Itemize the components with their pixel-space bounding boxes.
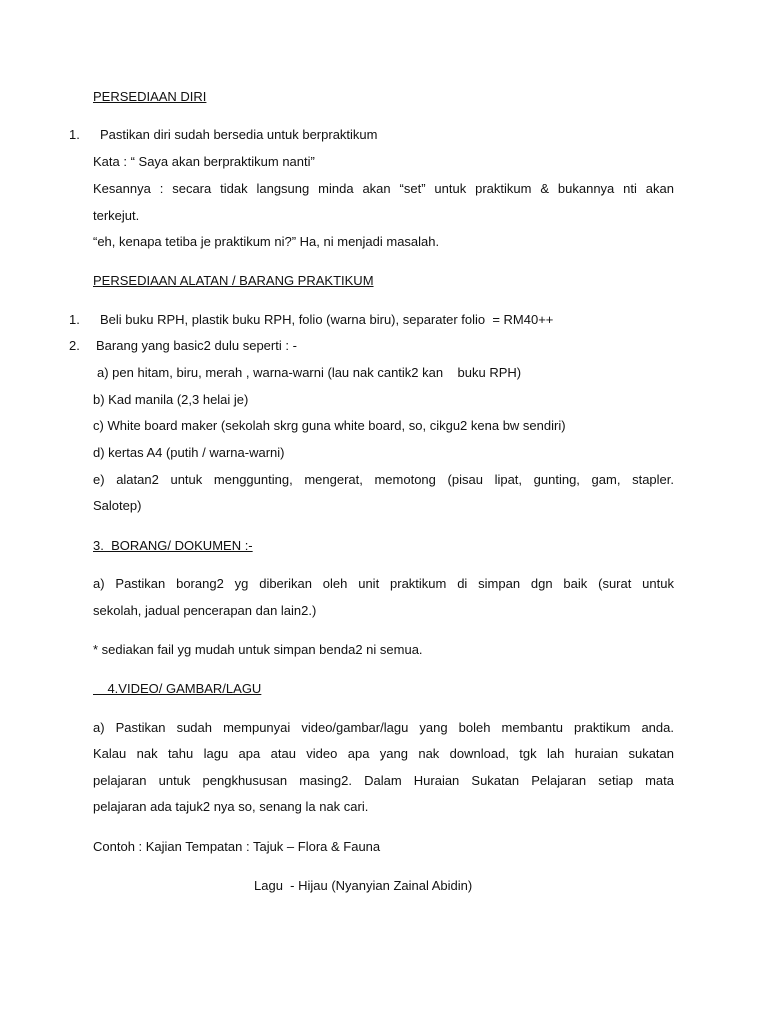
paragraph-line: Kata : “ Saya akan berpraktikum nanti” xyxy=(93,154,315,169)
heading-borang-dokumen: 3. BORANG/ DOKUMEN :- xyxy=(93,538,253,553)
paragraph-line: terkejut. xyxy=(93,208,140,223)
paragraph-line: “eh, kenapa tetiba je praktikum ni?” Ha, ni menjadi masalah. xyxy=(93,234,440,249)
sub-item: d) kertas A4 (putih / warna-warni) xyxy=(93,445,285,460)
heading-video-gambar-lagu: 4.VIDEO/ GAMBAR/LAGU xyxy=(93,681,262,696)
sub-item: Salotep) xyxy=(93,498,142,513)
sub-item: c) White board maker (sekolah skrg guna white board, so, cikgu2 kena bw sendiri) xyxy=(93,418,566,433)
list-item-text: Pastikan diri sudah bersedia untuk berpraktikum xyxy=(100,127,378,142)
heading-persediaan-diri: PERSEDIAAN DIRI xyxy=(93,89,207,104)
paragraph-line: a) Pastikan borang2 yg diberikan oleh unit praktikum di simpan dgn baik (surat untuk xyxy=(93,576,674,591)
sub-item: b) Kad manila (2,3 helai je) xyxy=(93,392,249,407)
sub-item: e) alatan2 untuk menggunting, mengerat, memotong (pisau lipat, gunting, gam, stapler. xyxy=(93,472,674,487)
song-line: Lagu - Hijau (Nyanyian Zainal Abidin) xyxy=(254,878,473,893)
paragraph-line: sekolah, jadual pencerapan dan lain2.) xyxy=(93,603,317,618)
list-number: 2. xyxy=(69,338,80,353)
note-line: * sediakan fail yg mudah untuk simpan benda2 ni semua. xyxy=(93,642,423,657)
paragraph-line: pelajaran ada tajuk2 nya so, senang la nak cari. xyxy=(93,799,369,814)
paragraph-line: a) Pastikan sudah mempunyai video/gambar/lagu yang boleh membantu praktikum anda. xyxy=(93,720,674,735)
paragraph-line: Kalau nak tahu lagu apa atau video apa yang nak download, tgk lah huraian sukatan xyxy=(93,746,674,761)
list-number: 1. xyxy=(69,127,80,142)
sub-item: a) pen hitam, biru, merah , warna-warni (lau nak cantik2 kan buku RPH) xyxy=(97,365,522,380)
list-item-text: Beli buku RPH, plastik buku RPH, folio (warna biru), separater folio = RM40++ xyxy=(100,312,554,327)
paragraph-line: pelajaran untuk pengkhususan masing2. Dalam Huraian Sukatan Pelajaran setiap mata xyxy=(93,773,674,788)
list-item-text: Barang yang basic2 dulu seperti : - xyxy=(96,338,297,353)
example-line: Contoh : Kajian Tempatan : Tajuk – Flora & Fauna xyxy=(93,839,381,854)
heading-persediaan-alatan: PERSEDIAAN ALATAN / BARANG PRAKTIKUM xyxy=(93,273,374,288)
list-number: 1. xyxy=(69,312,80,327)
paragraph-line: Kesannya : secara tidak langsung minda akan “set” untuk praktikum & bukannya nti akan xyxy=(93,181,674,196)
